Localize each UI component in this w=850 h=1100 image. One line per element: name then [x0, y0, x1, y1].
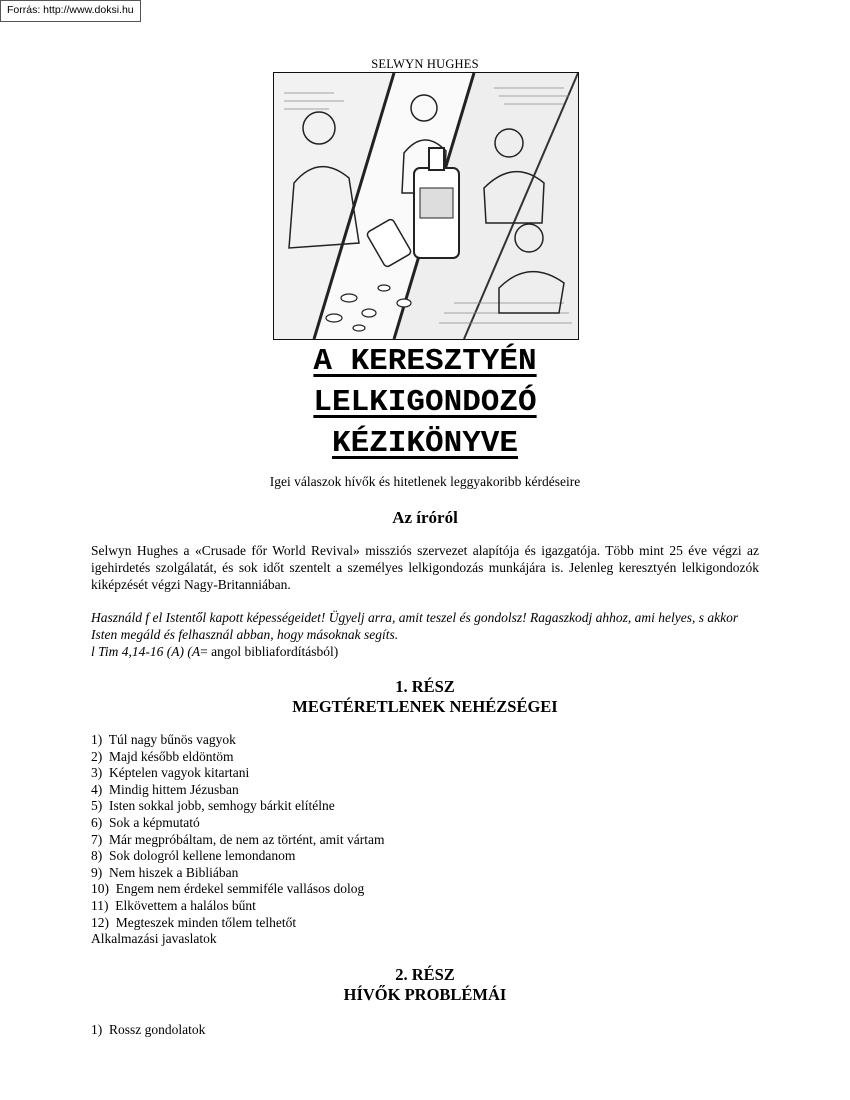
part-2-list	[91, 1022, 591, 1039]
part-1-heading	[0, 677, 850, 717]
part-2-number: 2. RÉSZ	[395, 965, 455, 984]
list-item: 4) Mindig hittem Jézusban	[91, 781, 239, 797]
list-item: 10) Engem nem érdekel semmiféle vallásos dolog	[91, 881, 365, 897]
quote-reference	[91, 643, 759, 660]
list-item: 9) Nem hiszek a Bibliában	[91, 864, 239, 880]
cover-illustration	[273, 72, 579, 340]
part-1-list	[91, 732, 591, 948]
list-item: 5) Isten sokkal jobb, semhogy bárkit elítélne	[91, 798, 335, 814]
about-paragraph: Selwyn Hughes a «Crusade főr World Revival» missziós szervezet alapítója és igazgatója. Több mint 25 éve végzi az igehirdetés szolgálatát, és sok időt szentelt a személyes lelkigondozás munkájára is. Jelenleg keresztyén lelkigondozók kiképzését végzi Nagy-Britanniában.	[91, 543, 759, 592]
quote-ref: l Tim 4,14-16 (A) (A	[91, 644, 201, 659]
about-heading: Az íróról	[392, 508, 458, 527]
title-line-2: LELKIGONDOZÓ	[313, 385, 537, 420]
list-item: 1) Túl nagy bűnös vagyok	[91, 732, 236, 747]
list-item: 11) Elkövettem a halálos bűnt	[91, 897, 256, 913]
title-line-3: KÉZIKÖNYVE	[331, 426, 519, 461]
list-item: 2) Majd később eldöntöm	[91, 748, 234, 764]
title-line-1: A KERESZTYÉN	[313, 344, 537, 379]
list-item: 6) Sok a képmutató	[91, 814, 200, 830]
list-item: 8) Sok dologról kellene lemondanom	[91, 848, 296, 864]
list-item: 7) Már megpróbáltam, de nem az történt, amit vártam	[91, 831, 385, 847]
part-2-title: HÍVŐK PROBLÉMÁI	[343, 985, 507, 1004]
book-subtitle: Igei válaszok hívők és hitetlenek leggyakoribb kérdéseire	[269, 474, 581, 489]
bible-quote	[91, 609, 759, 660]
source-label[interactable]: Forrás: http://www.doksi.hu	[0, 0, 141, 22]
author-name: SELWYN HUGHES	[371, 57, 479, 71]
list-item: Alkalmazási javaslatok	[91, 931, 217, 947]
list-item: 1) Rossz gondolatok	[91, 1022, 206, 1037]
quote-text: Használd f el Istentől kapott képességeidet! Ügyelj arra, amit teszel és gondolsz! Ragaszkodj ahhoz, ami helyes, s akkor Isten megáld és felhasznál abban, hogy másoknak segíts.	[91, 610, 739, 642]
list-item: 12) Megteszek minden tőlem telhetőt	[91, 914, 297, 930]
book-title	[0, 341, 850, 464]
quote-ref-note: = angol bibliafordításból)	[200, 644, 339, 659]
part-2-heading	[0, 965, 850, 1005]
list-item: 3) Képtelen vagyok kitartani	[91, 765, 250, 781]
part-1-number: 1. RÉSZ	[395, 677, 455, 696]
part-1-title: MEGTÉRETLENEK NEHÉZSÉGEI	[292, 697, 558, 716]
